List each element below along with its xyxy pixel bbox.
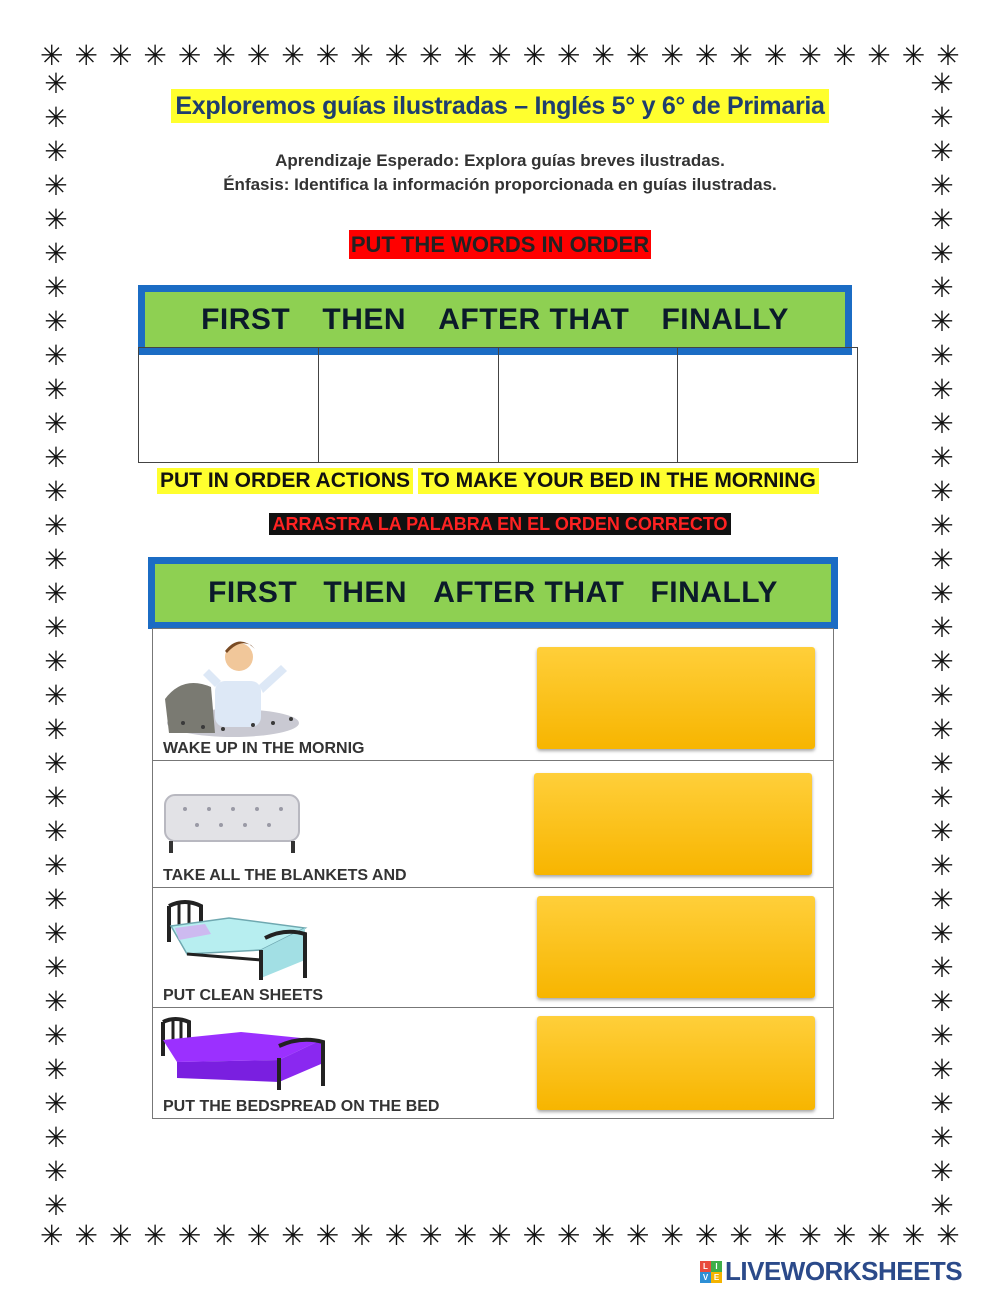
border-star-icon: ✳	[44, 203, 68, 236]
expected-learning-text: Aprendizaje Esperado: Explora guías breves ilustradas.	[275, 151, 725, 170]
bed-bedspread-icon	[161, 1016, 327, 1097]
border-star-icon: ✳	[930, 1019, 954, 1052]
border-star-icon: ✳	[930, 713, 954, 746]
border-star-icon: ✳	[44, 169, 68, 202]
border-star-icon: ✳	[930, 951, 954, 984]
border-star-icon: ✳	[930, 203, 954, 236]
border-star-icon: ✳	[557, 1219, 581, 1252]
bare-mattress-icon	[163, 791, 301, 860]
decorative-border-bottom	[40, 1220, 960, 1252]
border-star-icon: ✳	[44, 713, 68, 746]
border-star-icon: ✳	[108, 1219, 133, 1252]
border-star-icon: ✳	[44, 747, 68, 780]
border-star-icon: ✳	[660, 39, 684, 72]
drag-instruction-text: ARRASTRA LA PALABRA EN EL ORDEN CORRECTO	[269, 513, 730, 535]
worksheet-title-text: Exploremos guías ilustradas – Inglés 5° y 6° de Primaria	[171, 89, 828, 123]
border-star-icon: ✳	[44, 339, 68, 372]
border-star-icon: ✳	[488, 1219, 512, 1252]
border-star-icon: ✳	[930, 475, 954, 508]
person-waking-icon	[163, 635, 303, 744]
section1-heading-text: PUT THE WORDS IN ORDER	[350, 232, 650, 257]
border-star-icon: ✳	[212, 39, 236, 72]
border-star-icon: ✳	[930, 169, 954, 202]
drop-zone-2[interactable]	[534, 773, 812, 875]
border-star-icon: ✳	[74, 1219, 98, 1252]
border-star-icon: ✳	[625, 1219, 650, 1252]
border-star-icon: ✳	[930, 917, 954, 950]
border-star-icon: ✳	[930, 1155, 954, 1188]
border-star-icon: ✳	[44, 67, 68, 100]
border-star-icon: ✳	[930, 339, 954, 372]
liveworksheets-logo	[700, 1256, 962, 1287]
border-star-icon: ✳	[281, 39, 305, 72]
border-star-icon: ✳	[930, 1087, 954, 1120]
action-row	[153, 761, 833, 888]
word-then[interactable]: THEN	[322, 303, 407, 336]
border-star-icon: ✳	[44, 815, 68, 848]
border-star-icon: ✳	[930, 747, 954, 780]
border-star-icon: ✳	[763, 39, 788, 72]
border-star-icon: ✳	[930, 1189, 954, 1222]
border-star-icon: ✳	[315, 39, 340, 72]
border-star-icon: ✳	[44, 373, 68, 406]
border-star-icon: ✳	[930, 611, 954, 644]
actions-table	[152, 628, 834, 1119]
border-star-icon: ✳	[930, 985, 954, 1018]
border-star-icon: ✳	[108, 39, 133, 72]
answer-cell-4[interactable]	[678, 348, 857, 462]
border-star-icon: ✳	[44, 645, 68, 678]
border-star-icon: ✳	[44, 1121, 68, 1154]
border-star-icon: ✳	[660, 1219, 684, 1252]
border-star-icon: ✳	[44, 849, 68, 882]
border-star-icon: ✳	[930, 135, 954, 168]
border-star-icon: ✳	[930, 305, 954, 338]
border-star-icon: ✳	[867, 1219, 891, 1252]
border-star-icon: ✳	[44, 611, 68, 644]
border-star-icon: ✳	[44, 475, 68, 508]
border-star-icon: ✳	[40, 39, 64, 72]
action-row	[153, 888, 833, 1008]
border-star-icon: ✳	[177, 1219, 202, 1252]
action-label: PUT CLEAN SHEETS	[163, 987, 324, 1004]
instructions-part2: TO MAKE YOUR BED IN THE MORNING	[418, 468, 819, 494]
border-star-icon: ✳	[930, 543, 954, 576]
word-finally[interactable]: FINALLY	[661, 303, 789, 336]
bed-clean-sheets-icon	[165, 898, 309, 987]
border-star-icon: ✳	[419, 39, 443, 72]
border-star-icon: ✳	[930, 237, 954, 270]
border-star-icon: ✳	[522, 39, 547, 72]
border-star-icon: ✳	[44, 305, 68, 338]
drag-instruction	[0, 514, 1000, 535]
border-star-icon: ✳	[798, 1219, 822, 1252]
border-star-icon: ✳	[930, 815, 954, 848]
border-star-icon: ✳	[930, 101, 954, 134]
border-star-icon: ✳	[694, 1219, 719, 1252]
action-label: TAKE ALL THE BLANKETS AND	[163, 867, 407, 884]
border-star-icon: ✳	[44, 441, 68, 474]
border-star-icon: ✳	[177, 39, 202, 72]
border-star-icon: ✳	[44, 883, 68, 916]
drop-zone-1[interactable]	[537, 647, 815, 749]
border-star-icon: ✳	[44, 577, 68, 610]
decorative-border-top	[40, 40, 960, 72]
border-star-icon: ✳	[901, 1219, 926, 1252]
drop-zone-3[interactable]	[537, 896, 815, 998]
border-star-icon: ✳	[930, 645, 954, 678]
word-after-that[interactable]: AFTER THAT	[438, 303, 630, 336]
draggable-word-after-that[interactable]: AFTER THAT	[433, 576, 625, 609]
border-star-icon: ✳	[384, 1219, 409, 1252]
answer-cell-3[interactable]	[499, 348, 679, 462]
border-star-icon: ✳	[281, 1219, 305, 1252]
liveworksheets-icon: L I V E	[700, 1261, 722, 1283]
border-star-icon: ✳	[419, 1219, 443, 1252]
section1-heading	[0, 232, 1000, 258]
word-bank-1	[138, 285, 852, 355]
border-star-icon: ✳	[246, 39, 271, 72]
action-label: PUT THE BEDSPREAD ON THE BED	[163, 1098, 440, 1115]
border-star-icon: ✳	[930, 441, 954, 474]
border-star-icon: ✳	[729, 39, 753, 72]
border-star-icon: ✳	[44, 101, 68, 134]
border-star-icon: ✳	[350, 1219, 374, 1252]
border-star-icon: ✳	[930, 407, 954, 440]
border-star-icon: ✳	[936, 1219, 960, 1252]
border-star-icon: ✳	[212, 1219, 236, 1252]
border-star-icon: ✳	[557, 39, 581, 72]
border-star-icon: ✳	[930, 1053, 954, 1086]
answer-cell-2[interactable]	[319, 348, 499, 462]
border-star-icon: ✳	[832, 39, 857, 72]
border-star-icon: ✳	[591, 1219, 615, 1252]
border-star-icon: ✳	[44, 237, 68, 270]
answer-cell-1[interactable]	[139, 348, 319, 462]
draggable-word-then[interactable]: THEN	[323, 576, 408, 609]
border-star-icon: ✳	[44, 407, 68, 440]
border-star-icon: ✳	[143, 39, 167, 72]
border-star-icon: ✳	[591, 39, 615, 72]
border-star-icon: ✳	[44, 509, 68, 542]
border-star-icon: ✳	[930, 577, 954, 610]
border-star-icon: ✳	[729, 1219, 753, 1252]
border-star-icon: ✳	[936, 39, 960, 72]
border-star-icon: ✳	[453, 1219, 478, 1252]
border-star-icon: ✳	[832, 1219, 857, 1252]
border-star-icon: ✳	[930, 67, 954, 100]
border-star-icon: ✳	[44, 1087, 68, 1120]
border-star-icon: ✳	[44, 1189, 68, 1222]
border-star-icon: ✳	[74, 39, 98, 72]
border-star-icon: ✳	[44, 1155, 68, 1188]
border-star-icon: ✳	[930, 849, 954, 882]
action-row	[153, 629, 833, 761]
border-star-icon: ✳	[930, 373, 954, 406]
instructions	[157, 468, 819, 494]
border-star-icon: ✳	[488, 39, 512, 72]
border-star-icon: ✳	[44, 679, 68, 712]
border-star-icon: ✳	[315, 1219, 340, 1252]
border-star-icon: ✳	[44, 917, 68, 950]
border-star-icon: ✳	[625, 39, 650, 72]
border-star-icon: ✳	[798, 39, 822, 72]
border-star-icon: ✳	[40, 1219, 64, 1252]
word-first[interactable]: FIRST	[201, 303, 291, 336]
border-star-icon: ✳	[44, 951, 68, 984]
border-star-icon: ✳	[522, 1219, 547, 1252]
border-star-icon: ✳	[930, 1121, 954, 1154]
border-star-icon: ✳	[763, 1219, 788, 1252]
border-star-icon: ✳	[44, 543, 68, 576]
border-star-icon: ✳	[44, 1019, 68, 1052]
border-star-icon: ✳	[867, 39, 891, 72]
draggable-word-first[interactable]: FIRST	[208, 576, 298, 609]
border-star-icon: ✳	[930, 679, 954, 712]
border-star-icon: ✳	[930, 509, 954, 542]
border-star-icon: ✳	[44, 1053, 68, 1086]
border-star-icon: ✳	[930, 271, 954, 304]
border-star-icon: ✳	[901, 39, 926, 72]
border-star-icon: ✳	[384, 39, 409, 72]
instructions-part1: PUT IN ORDER ACTIONS	[157, 468, 413, 494]
border-star-icon: ✳	[44, 271, 68, 304]
border-star-icon: ✳	[350, 39, 374, 72]
border-star-icon: ✳	[453, 39, 478, 72]
border-star-icon: ✳	[143, 1219, 167, 1252]
liveworksheets-brand: LIVEWORKSHEETS	[725, 1256, 963, 1286]
border-star-icon: ✳	[930, 883, 954, 916]
border-star-icon: ✳	[44, 985, 68, 1018]
action-row	[153, 1008, 833, 1118]
border-star-icon: ✳	[694, 39, 719, 72]
worksheet-title	[0, 92, 1000, 121]
border-star-icon: ✳	[246, 1219, 271, 1252]
emphasis-text: Énfasis: Identifica la información proporcionada en guías ilustradas.	[223, 175, 777, 194]
word-bank-2	[148, 557, 838, 629]
border-star-icon: ✳	[930, 781, 954, 814]
border-star-icon: ✳	[44, 781, 68, 814]
answer-grid	[138, 347, 858, 463]
action-label: WAKE UP IN THE MORNIG	[163, 740, 365, 757]
border-star-icon: ✳	[44, 135, 68, 168]
draggable-word-finally[interactable]: FINALLY	[650, 576, 778, 609]
drop-zone-4[interactable]	[537, 1016, 815, 1110]
